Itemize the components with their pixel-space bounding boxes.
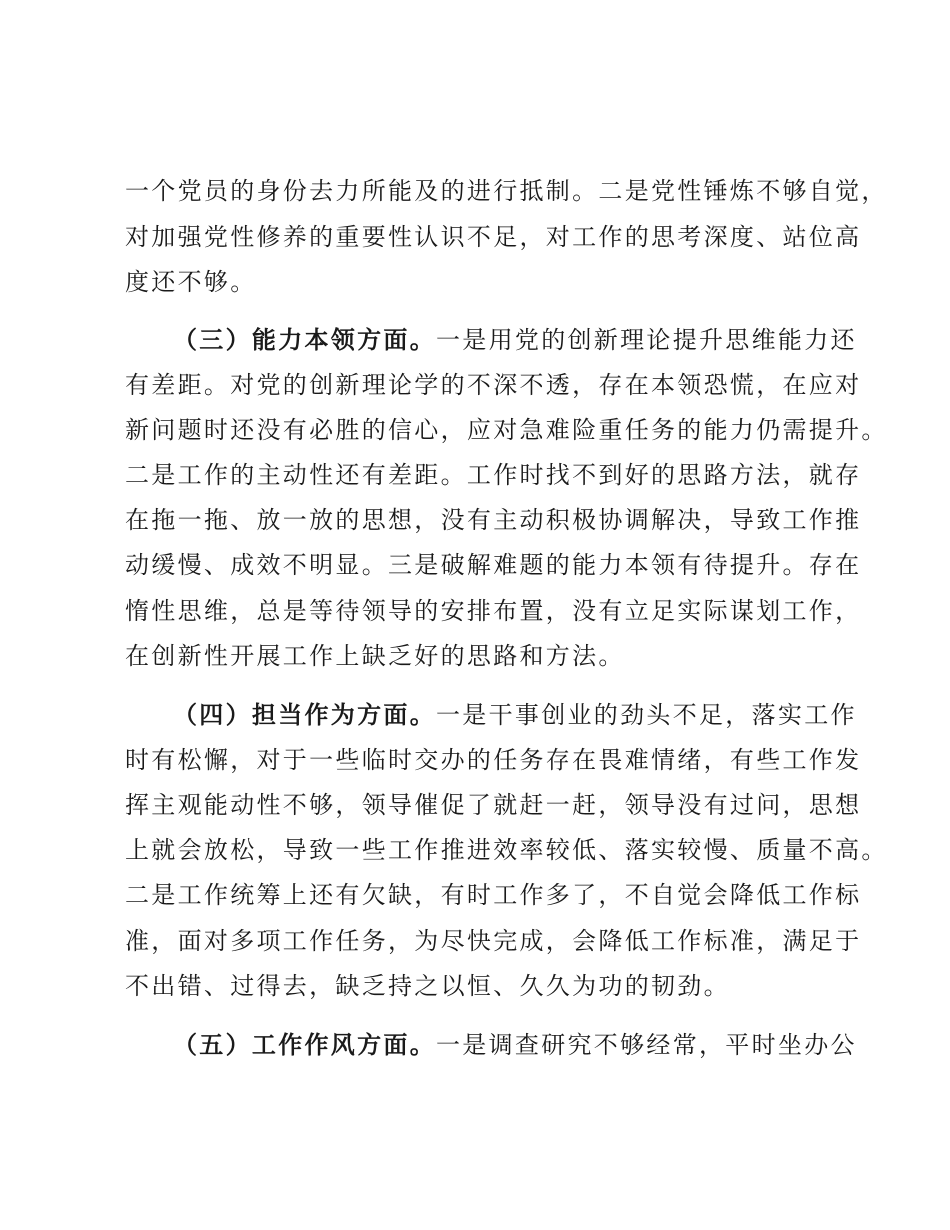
text-line: 在创新性开展工作上缺乏好的思路和方法。	[125, 642, 625, 670]
text-line: 一个党员的身份去力所能及的进行抵制。二是党性锤炼不够自觉，	[125, 177, 888, 205]
text-line: 时有松懈，对于一些临时交办的任务存在畏难情绪，有些工作发	[125, 746, 862, 774]
section-heading: （三）能力本领方面。	[173, 325, 436, 354]
text-line: 有差距。对党的创新理论学的不深不透，存在本领恐慌，在应对	[125, 371, 862, 399]
paragraph-first-line	[173, 325, 857, 355]
section-heading: （四）担当作为方面。	[173, 700, 436, 729]
text-line: 在拖一拖、放一放的思想，没有主动积极协调解决，导致工作推	[125, 506, 862, 534]
section-heading: （五）工作作风方面。	[173, 1030, 436, 1059]
text-line: 上就会放松，导致一些工作推进效率较低、落实较慢、质量不高。	[125, 836, 888, 864]
text-line: 不出错、过得去，缺乏持之以恒、久久为功的韧劲。	[125, 972, 730, 1000]
text-line: 新问题时还没有必胜的信心，应对急难险重任务的能力仍需提升。	[125, 416, 888, 444]
text-line: 惰性思维，总是等待领导的安排布置，没有立足实际谋划工作，	[125, 597, 862, 625]
text-line: 准，面对多项工作任务，为尽快完成，会降低工作标准，满足于	[125, 927, 862, 955]
text-line: 挥主观能动性不够，领导催促了就赶一赶，领导没有过问，思想	[125, 791, 862, 819]
paragraph-first-line	[173, 700, 857, 730]
text-line: 度还不够。	[125, 268, 257, 296]
text-segment: 一是用党的创新理论提升思维能力还	[436, 326, 857, 354]
text-line: 二是工作的主动性还有差距。工作时找不到好的思路方法，就存	[125, 461, 862, 489]
text-segment: 一是调查研究不够经常，平时坐办公	[436, 1031, 857, 1059]
text-line: 二是工作统筹上还有欠缺，有时工作多了，不自觉会降低工作标	[125, 881, 862, 909]
paragraph-first-line	[173, 1030, 857, 1060]
text-line: 对加强党性修养的重要性认识不足，对工作的思考深度、站位高	[125, 223, 862, 251]
text-segment: 一是干事创业的劲头不足，落实工作	[436, 701, 857, 729]
text-line: 动缓慢、成效不明显。三是破解难题的能力本领有待提升。存在	[125, 551, 862, 579]
